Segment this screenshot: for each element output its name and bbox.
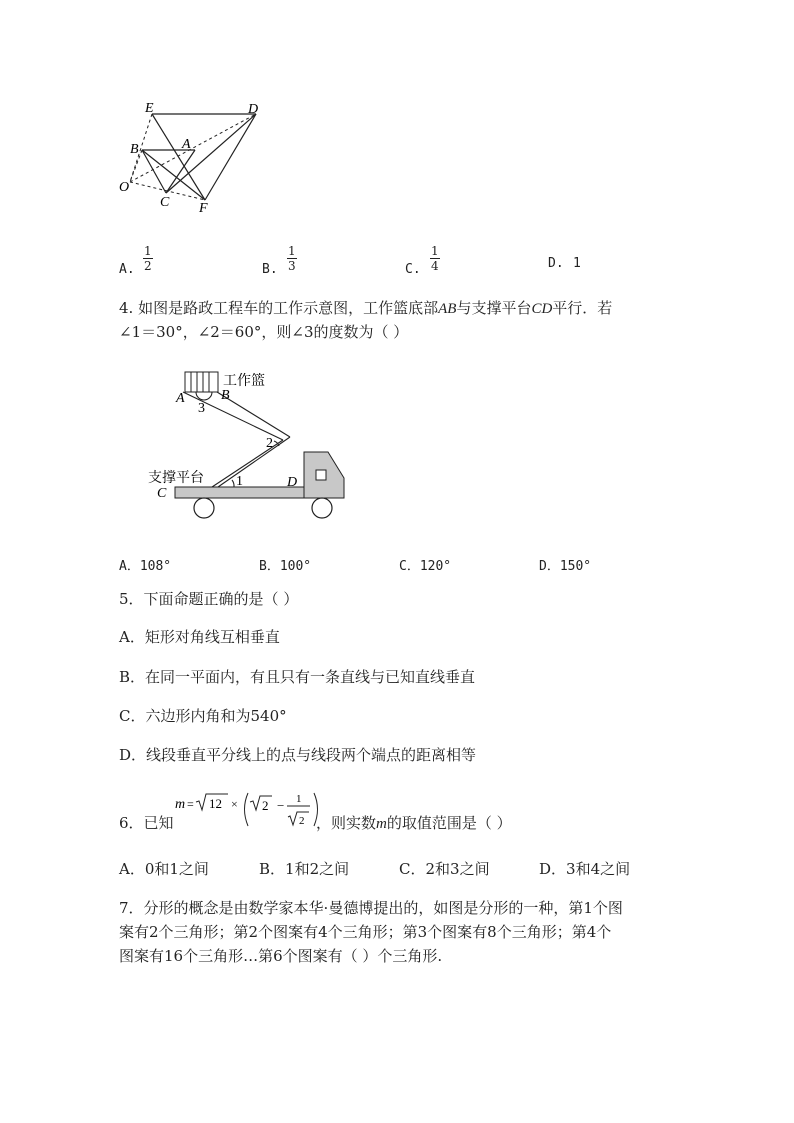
q3-option-c-letter: C. <box>405 262 421 277</box>
q7-line3: 图案有16个三角形…第6个图案有（ ）个三角形. <box>119 947 443 965</box>
q4-label-B: B <box>221 388 230 403</box>
q6-suffix: ，则实数m的取值范围是（ ） <box>316 814 512 832</box>
q5-option-c: C．六边形内角和为540° <box>119 707 287 725</box>
q6-option-a: A．0和1之间 <box>119 860 209 878</box>
q3-label-E: E <box>145 101 154 116</box>
q3-geometry-figure <box>110 95 280 220</box>
q3-label-D: D <box>248 102 259 117</box>
q3-option-a-fraction: 1 2 <box>144 244 152 273</box>
q7-line2: 案有2个三角形；第2个图案有4个三角形；第3个图案有8个三角形；第4个 <box>119 923 612 941</box>
q3-option-d-letter: D. <box>548 256 564 271</box>
q4-option-b: B．100° <box>259 559 312 574</box>
q3-option-b-letter: B. <box>262 262 278 277</box>
svg-text:−: − <box>277 798 285 813</box>
q4-truck-figure <box>140 365 355 525</box>
q4-option-a: A．108° <box>119 559 172 574</box>
q6-option-b: B．1和2之间 <box>259 860 350 878</box>
q4-option-c: C．120° <box>399 559 452 574</box>
q6-option-c: C．2和3之间 <box>399 860 490 878</box>
q7-line1: 7．分形的概念是由数学家本华·曼德博提出的，如图是分形的一种，第1个图 <box>119 899 623 917</box>
q3-label-C: C <box>160 195 170 210</box>
q6-option-d: D．3和4之间 <box>539 860 631 878</box>
q4-label-D: D <box>287 475 298 490</box>
svg-text:2: 2 <box>299 815 305 827</box>
svg-text:×: × <box>231 797 238 811</box>
q6-prefix: 6．已知 <box>119 814 174 832</box>
q3-label-F: F <box>199 201 208 216</box>
q4-label-1: 1 <box>236 474 243 489</box>
q4-label-C: C <box>157 486 167 501</box>
q4-number: 4. <box>119 299 134 317</box>
svg-text:m: m <box>175 797 186 812</box>
q4-option-d: D．150° <box>539 559 592 574</box>
q3-option-d-value: 1 <box>573 256 581 271</box>
q5-option-d: D．线段垂直平分线上的点与线段两个端点的距离相等 <box>119 746 477 764</box>
q4-stem-line2: ∠1＝30°，∠2＝60°，则∠3的度数为（ ） <box>119 323 409 341</box>
q4-label-3: 3 <box>198 401 205 416</box>
q6-equation <box>172 788 322 832</box>
q4-label-2: 2 <box>266 436 273 451</box>
svg-text:2: 2 <box>262 798 269 813</box>
q4-label-platform: 支撑平台 <box>148 471 204 486</box>
q5-option-a: A．矩形对角线互相垂直 <box>119 628 280 646</box>
svg-text:=: = <box>187 797 194 811</box>
q3-option-a-letter: A. <box>119 262 135 277</box>
svg-text:1: 1 <box>296 793 302 805</box>
q5-option-b: B．在同一平面内，有且只有一条直线与已知直线垂直 <box>119 668 476 686</box>
q4-label-A: A <box>176 391 185 406</box>
q5-stem: 5．下面命题正确的是（ ） <box>119 590 299 608</box>
q3-option-b-fraction: 1 3 <box>288 244 296 273</box>
svg-text:12: 12 <box>209 796 222 811</box>
q3-option-c-fraction: 1 4 <box>431 244 439 273</box>
q3-label-B: B <box>130 142 139 157</box>
q3-label-O: O <box>119 180 130 195</box>
q4-stem-line1: 4. 如图是路政工程车的工作示意图，工作篮底部AB与支撑平台CD平行．若 <box>119 299 613 317</box>
q4-label-basket: 工作篮 <box>223 374 265 389</box>
q3-label-A: A <box>182 137 191 152</box>
